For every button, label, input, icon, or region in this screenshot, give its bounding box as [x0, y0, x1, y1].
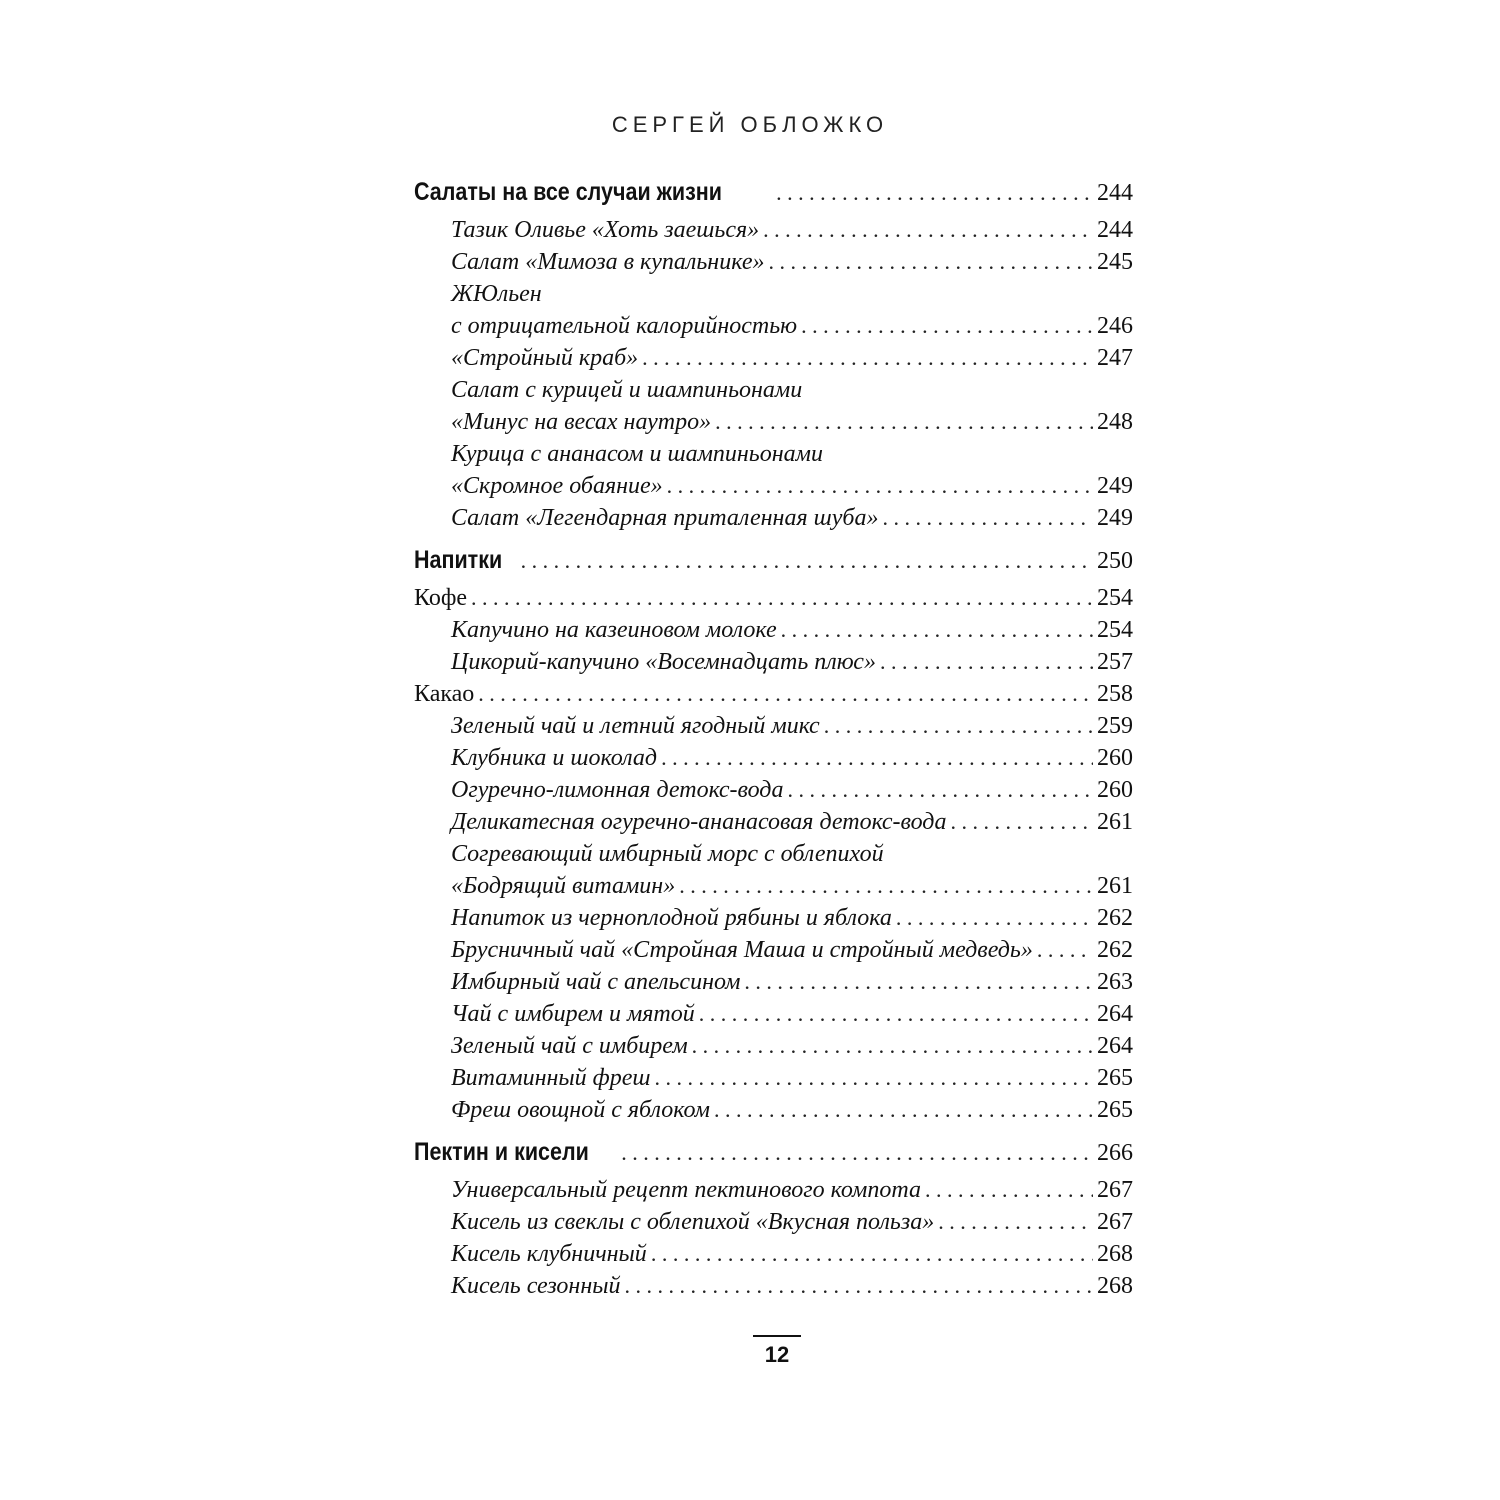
page-number: 262 — [1097, 937, 1133, 963]
toc-item[interactable] — [414, 998, 1133, 1030]
item-title: Витаминный фреш — [451, 1065, 651, 1091]
toc-item[interactable] — [414, 406, 1133, 438]
toc-item[interactable] — [414, 870, 1133, 902]
leader-dots — [651, 1238, 1093, 1270]
item-title: Универсальный рецепт пектинового компота — [451, 1177, 921, 1203]
leader-dots — [880, 646, 1093, 678]
toc-item[interactable] — [414, 1030, 1133, 1062]
toc-item[interactable] — [414, 646, 1133, 678]
toc-item[interactable] — [414, 470, 1133, 502]
leader-dots — [787, 774, 1093, 806]
leader-dots — [1037, 934, 1093, 966]
item-title: Огуречно-лимонная детокс-вода — [451, 777, 784, 803]
leader-dots — [621, 1132, 1093, 1172]
table-of-contents — [414, 172, 1133, 1302]
leader-dots — [769, 246, 1094, 278]
leader-dots — [654, 1062, 1093, 1094]
page-number: 248 — [1097, 409, 1133, 435]
folio-page-number: 12 — [764, 1342, 790, 1367]
leader-dots — [714, 1094, 1093, 1126]
toc-item[interactable] — [414, 342, 1133, 374]
leader-dots — [824, 710, 1093, 742]
leader-dots — [744, 966, 1093, 998]
subsection-title: Кофе — [414, 585, 468, 611]
toc-section-pectin[interactable] — [414, 1132, 1133, 1172]
item-title: Тазик Оливье «Хоть заешься» — [451, 217, 760, 243]
page-number: 262 — [1097, 905, 1133, 931]
page-number: 261 — [1097, 809, 1133, 835]
toc-item[interactable] — [414, 246, 1133, 278]
item-title: Напиток из черноплодной рябины и яблока — [451, 905, 892, 931]
toc-item[interactable] — [414, 310, 1133, 342]
item-title: Кисель из свеклы с облепихой «Вкусная польза» — [451, 1209, 935, 1235]
toc-section-salads[interactable] — [414, 172, 1133, 212]
running-head-author: СЕРГЕЙ ОБЛОЖКО — [611, 112, 889, 137]
toc-item[interactable] — [414, 934, 1133, 966]
toc-item[interactable] — [414, 1206, 1133, 1238]
toc-item-wrapped-line[interactable] — [414, 374, 1133, 406]
page-number: 249 — [1097, 473, 1133, 499]
toc-item-wrapped-line[interactable] — [414, 838, 1133, 870]
toc-item[interactable] — [414, 966, 1133, 998]
item-title: Капучино на казеиновом молоке — [451, 617, 777, 643]
leader-dots — [521, 540, 1093, 580]
leader-dots — [699, 998, 1093, 1030]
toc-item[interactable] — [414, 1094, 1133, 1126]
page-number: 260 — [1097, 745, 1133, 771]
leader-dots — [642, 342, 1093, 374]
item-title: Салат «Мимоза в купальнике» — [451, 249, 765, 275]
item-title: Чай с имбирем и мятой — [451, 1001, 695, 1027]
page-number: 257 — [1097, 649, 1133, 675]
leader-dots — [801, 310, 1093, 342]
toc-item[interactable] — [414, 902, 1133, 934]
item-title: «Скромное обаяние» — [451, 473, 663, 499]
folio-rule — [753, 1335, 801, 1337]
page-number: 247 — [1097, 345, 1133, 371]
toc-section-drinks[interactable] — [414, 540, 1133, 580]
item-title: ЖЮльен — [451, 281, 542, 307]
leader-dots — [950, 806, 1093, 838]
page-number: 260 — [1097, 777, 1133, 803]
toc-item[interactable] — [414, 214, 1133, 246]
leader-dots — [471, 582, 1093, 614]
item-title: Зеленый чай и летний ягодный микс — [451, 713, 820, 739]
toc-item[interactable] — [414, 1270, 1133, 1302]
leader-dots — [882, 502, 1093, 534]
item-title: Кисель сезонный — [451, 1273, 621, 1299]
item-title: Согревающий имбирный морс с облепихой — [451, 841, 884, 867]
toc-item[interactable] — [414, 1062, 1133, 1094]
page-number: 264 — [1097, 1001, 1133, 1027]
toc-item[interactable] — [414, 1174, 1133, 1206]
page-number: 244 — [1097, 180, 1133, 206]
page-number: 261 — [1097, 873, 1133, 899]
item-title: Брусничный чай «Стройная Маша и стройный медведь» — [451, 937, 1033, 963]
item-title: с отрицательной калорийностью — [451, 313, 798, 339]
page-number: 266 — [1097, 1140, 1133, 1166]
item-title: Зеленый чай с имбирем — [451, 1033, 688, 1059]
page-number: 267 — [1097, 1209, 1133, 1235]
toc-subsection-coffee[interactable] — [414, 582, 1133, 614]
leader-dots — [938, 1206, 1093, 1238]
leader-dots — [776, 172, 1093, 212]
item-title: Клубника и шоколад — [451, 745, 658, 771]
toc-item-wrapped-line[interactable] — [414, 438, 1133, 470]
section-title: Салаты на все случаи жизни — [414, 178, 722, 206]
leader-dots — [896, 902, 1093, 934]
item-title: «Бодрящий витамин» — [451, 873, 676, 899]
item-title: Имбирный чай с апельсином — [451, 969, 741, 995]
page-number: 244 — [1097, 217, 1133, 243]
toc-item[interactable] — [414, 710, 1133, 742]
page-number: 268 — [1097, 1273, 1133, 1299]
item-title: Курица с ананасом и шампиньонами — [451, 441, 823, 467]
leader-dots — [661, 742, 1093, 774]
toc-item[interactable] — [414, 742, 1133, 774]
page-number: 246 — [1097, 313, 1133, 339]
page-number: 265 — [1097, 1097, 1133, 1123]
toc-subsection-cocoa[interactable] — [414, 678, 1133, 710]
leader-dots — [625, 1270, 1094, 1302]
leader-dots — [715, 406, 1093, 438]
item-title: «Стройный краб» — [451, 345, 639, 371]
item-title: Салат «Легендарная приталенная шуба» — [451, 505, 879, 531]
page-number: 245 — [1097, 249, 1133, 275]
section-title: Напитки — [414, 546, 503, 574]
page-number: 265 — [1097, 1065, 1133, 1091]
page-number: 268 — [1097, 1241, 1133, 1267]
toc-item[interactable] — [414, 806, 1133, 838]
page-number: 249 — [1097, 505, 1133, 531]
item-title: «Минус на весах наутро» — [451, 409, 712, 435]
subsection-title: Какао — [414, 681, 475, 707]
page-number: 267 — [1097, 1177, 1133, 1203]
toc-item[interactable] — [414, 502, 1133, 534]
item-title: Кисель клубничный — [451, 1241, 647, 1267]
page-number: 264 — [1097, 1033, 1133, 1059]
toc-item[interactable] — [414, 1238, 1133, 1270]
section-title: Пектин и кисели — [414, 1138, 589, 1166]
leader-dots — [925, 1174, 1093, 1206]
leader-dots — [667, 470, 1093, 502]
toc-item-wrapped-line[interactable] — [414, 278, 1133, 310]
page-number: 258 — [1097, 681, 1133, 707]
leader-dots — [692, 1030, 1093, 1062]
leader-dots — [763, 214, 1093, 246]
leader-dots — [478, 678, 1093, 710]
page-number: 254 — [1097, 585, 1133, 611]
toc-item[interactable] — [414, 774, 1133, 806]
page-number: 263 — [1097, 969, 1133, 995]
leader-dots — [781, 614, 1093, 646]
item-title: Салат с курицей и шампиньонами — [451, 377, 803, 403]
item-title: Деликатесная огуречно-ананасовая детокс-вода — [451, 809, 947, 835]
leader-dots — [679, 870, 1093, 902]
page-number: 250 — [1097, 548, 1133, 574]
page-number: 259 — [1097, 713, 1133, 739]
page-number: 254 — [1097, 617, 1133, 643]
item-title: Цикорий-капучино «Восемнадцать плюс» — [451, 649, 876, 675]
item-title: Фреш овощной с яблоком — [451, 1097, 710, 1123]
toc-item[interactable] — [414, 614, 1133, 646]
